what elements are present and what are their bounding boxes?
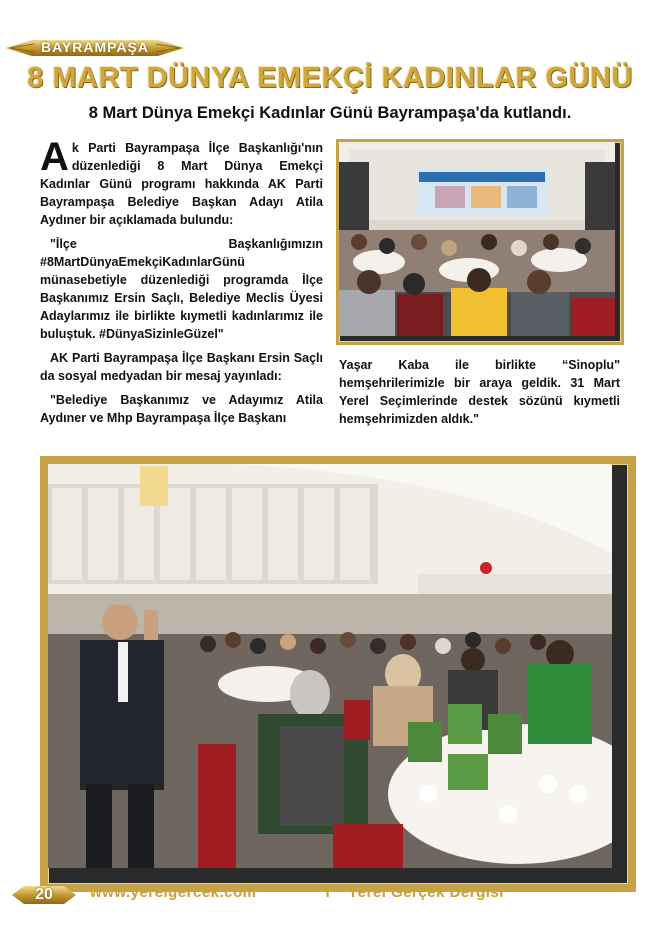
article-paragraph-2: "İlçe Başkanlığımızın #8MartDünyaEmekçiKadınlarGünü münasebetiyle düzenlediği programda İlçe Başkanımız Ersin Saçlı, Belediye Meclis Üyesi Adaylarımız ile birlikte kıymetli kadınlarımız ile buluştuk. #DünyaSizinleGüzel" (40, 237, 323, 341)
subtitle: 8 Mart Dünya Emekçi Kadınlar Günü Bayrampaşa'da kutlandı. (88, 104, 572, 122)
article-paragraph-3: AK Parti Bayrampaşa İlçe Başkanı Ersin Saçlı da sosyal medyadan bir mesaj yayınladı: (40, 351, 323, 383)
event-photo-top (336, 139, 624, 345)
event-photo-main (40, 456, 636, 892)
event-hall-illustration-large (48, 464, 612, 868)
article-paragraph-1-text: k Parti Bayrampaşa İlçe Başkanlığı'nın düzenlediği 8 Mart Dünya Emekçi Kadınlar Günü programı hakkında AK Parti Bayrampaşa Belediye Başkan Adayı Atila Aydıner bir açıklamada bulundu: (40, 141, 323, 227)
article-paragraph-1 (40, 135, 323, 229)
magazine-name: Yerel Gerçek Dergisi (348, 884, 504, 901)
article-left-column (40, 135, 323, 433)
headline: 8 MART DÜNYA EMEKÇİ KADINLAR GÜNÜ (27, 62, 633, 94)
article-right-column (339, 356, 620, 434)
article-paragraph-5: Yaşar Kaba ile birlikte “Sinoplu" hemşehrilerimizle bir araya geldik. 31 Mart Yerel Seçimlerinde destek sözünü kıymetli hemşehrimizden aldık." (339, 358, 620, 426)
facebook-icon: f (325, 884, 331, 901)
page-number-badge (12, 884, 76, 906)
section-tag-label: BAYRAMPAŞA (40, 39, 149, 55)
website-link[interactable]: www.yerelgercek.com (90, 884, 257, 901)
article-paragraph-4: "Belediye Başkanımız ve Adayımız Atila Aydıner ve Mhp Bayrampaşa İlçe Başkanı (40, 393, 323, 425)
section-tag (6, 38, 184, 58)
drop-cap: A (40, 135, 69, 179)
page-number: 20 (35, 886, 53, 903)
event-hall-illustration-small (339, 142, 615, 336)
